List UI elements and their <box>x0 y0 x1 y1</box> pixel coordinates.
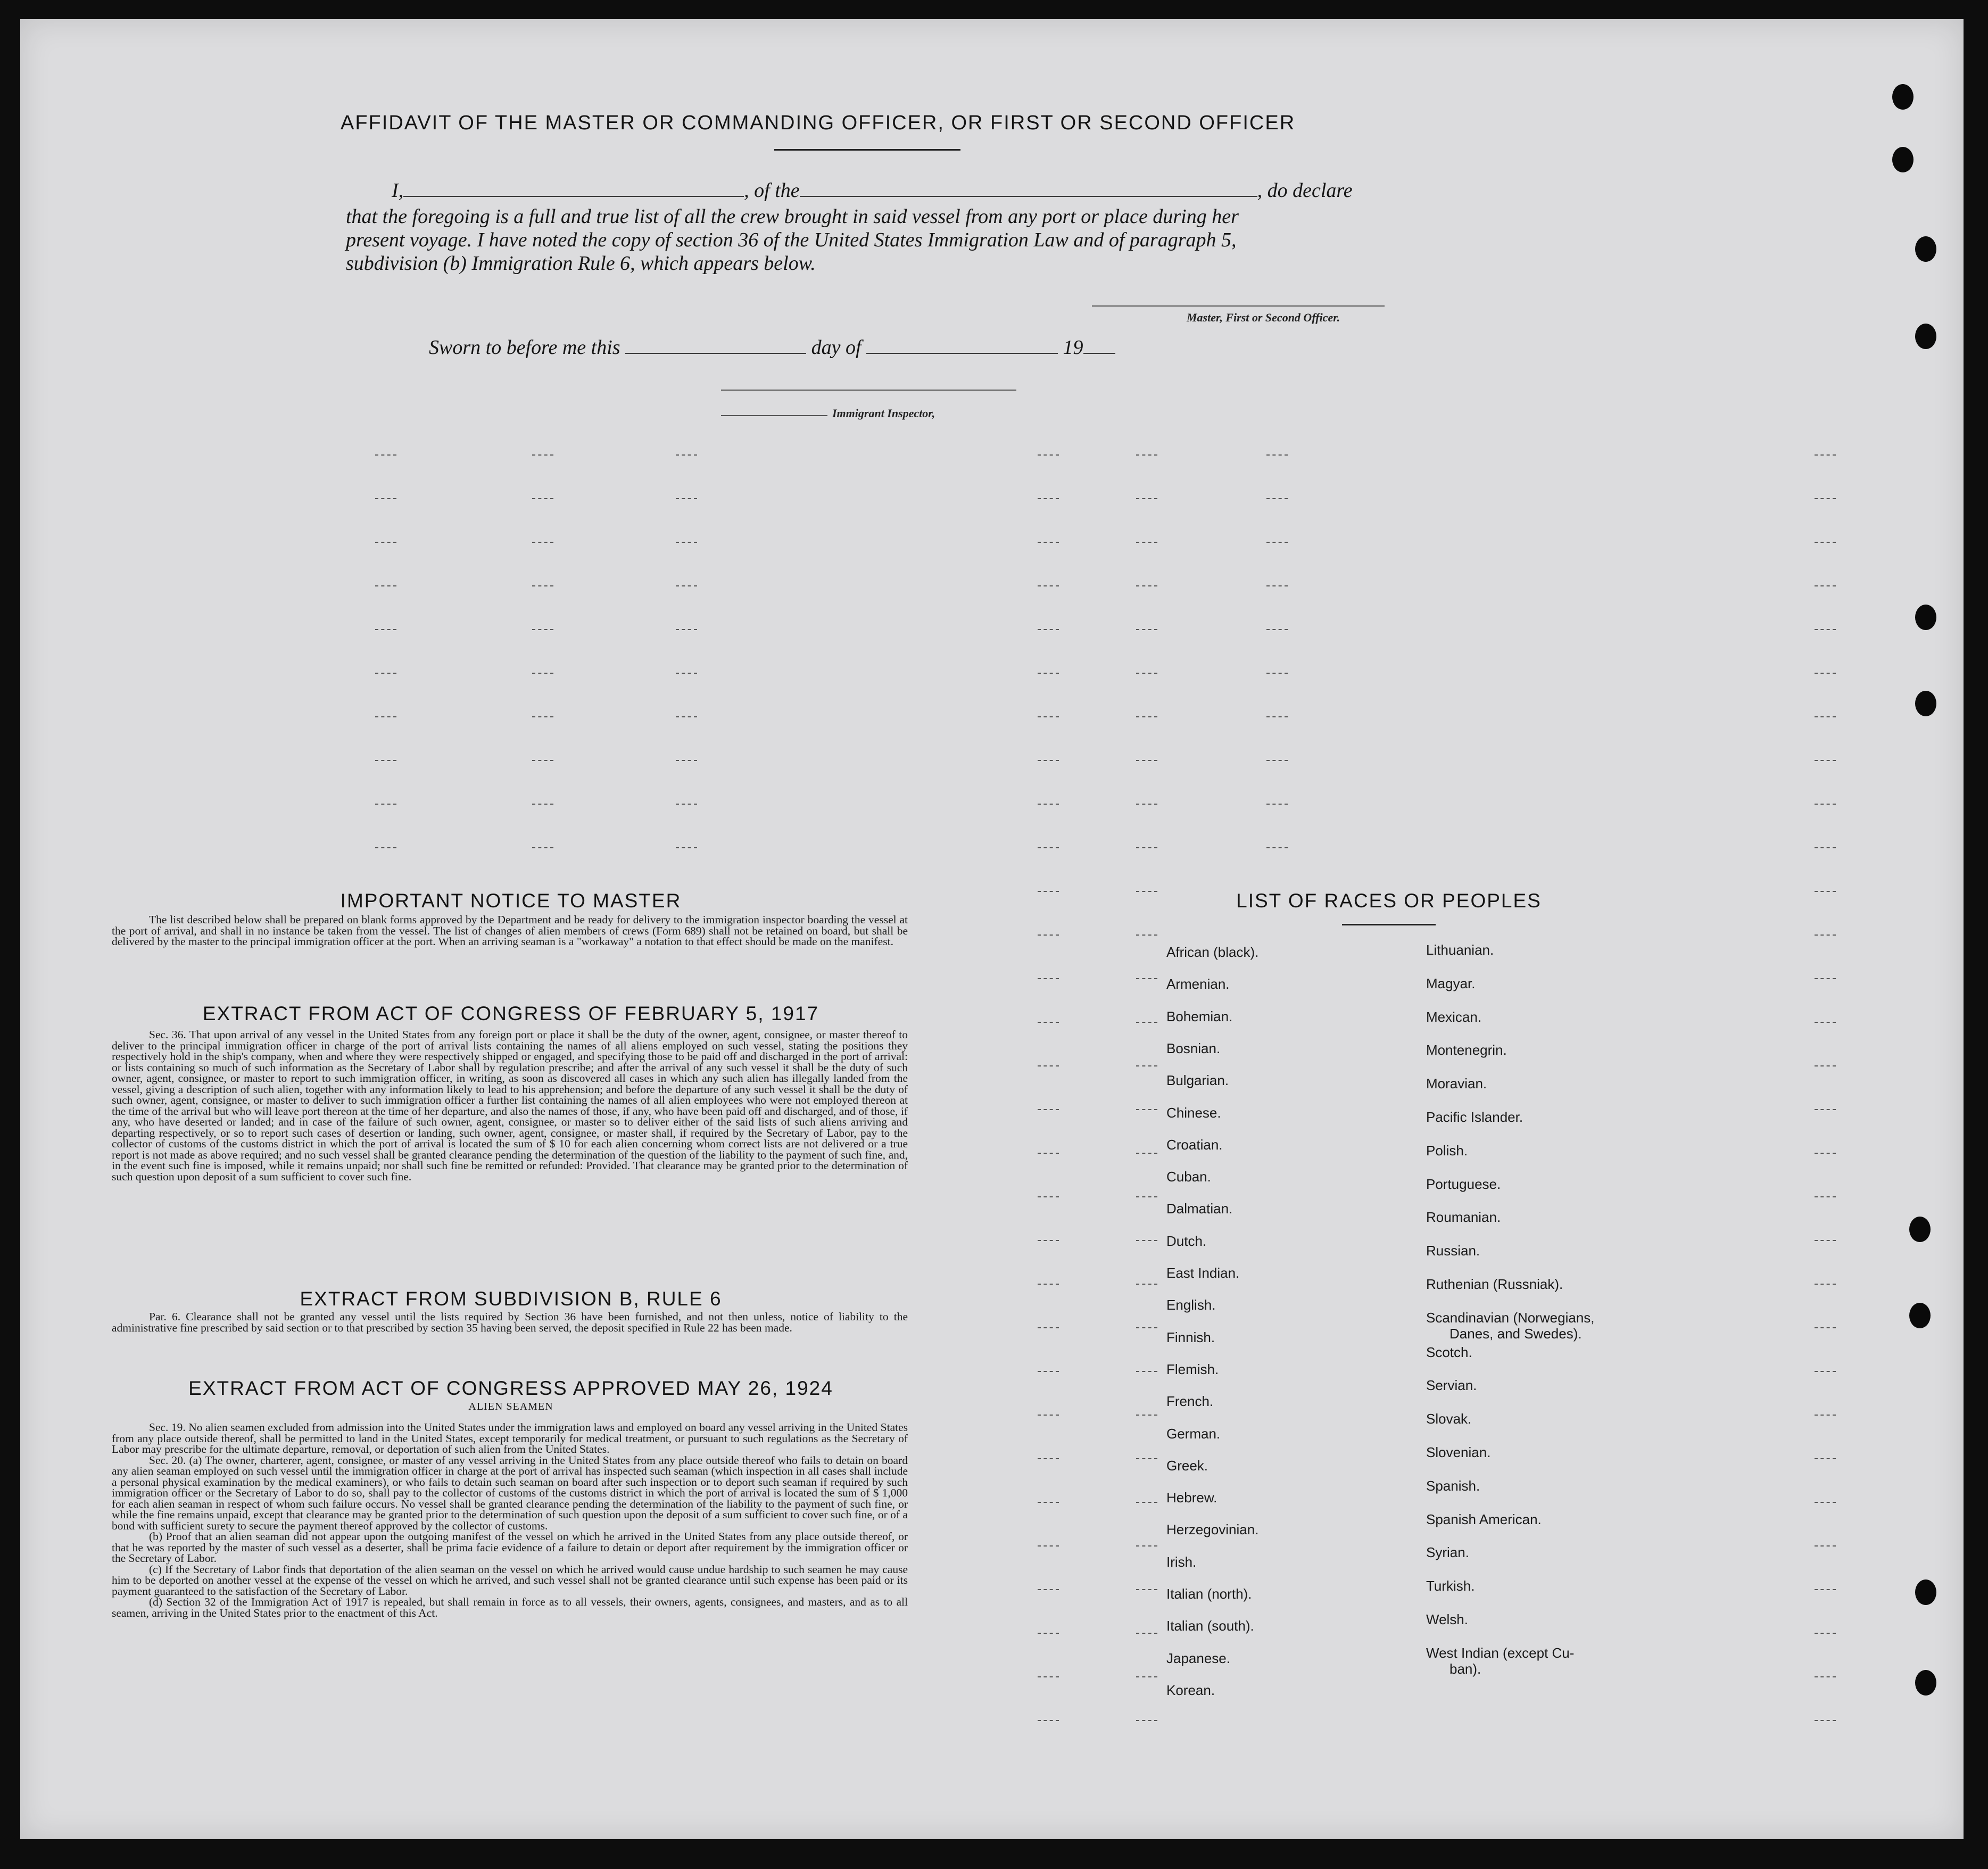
declaration-do-declare: , do declare <box>1257 179 1353 202</box>
race-item: German. <box>1166 1425 1221 1442</box>
dash-mark <box>1136 1022 1157 1024</box>
dash-mark <box>1815 1109 1836 1111</box>
dash-mark <box>1815 1545 1836 1548</box>
month-blank[interactable] <box>866 337 1058 354</box>
dash-mark <box>532 454 553 457</box>
dash-mark <box>1815 1415 1836 1417</box>
dash-mark <box>375 716 396 718</box>
race-item: Dalmatian. <box>1166 1201 1233 1217</box>
dash-mark <box>676 629 697 631</box>
dash-mark <box>375 847 396 849</box>
dash-mark <box>1136 1589 1157 1591</box>
declaration-line-3: present voyage. I have noted the copy of section 36 of the United States Immigration Law and of paragraph 5, <box>346 229 1237 251</box>
race-item: Korean. <box>1166 1682 1215 1698</box>
dash-mark <box>1136 1327 1157 1329</box>
race-item: Cuban. <box>1166 1169 1211 1185</box>
dash-mark <box>532 498 553 500</box>
dash-mark <box>1815 934 1836 937</box>
races-right-column <box>1426 942 1671 1714</box>
race-item: Hebrew. <box>1166 1490 1217 1506</box>
dash-mark <box>676 804 697 806</box>
dash-mark <box>375 454 396 457</box>
dash-mark <box>1815 804 1836 806</box>
dash-mark <box>1038 1676 1059 1678</box>
dash-mark <box>1038 1458 1059 1460</box>
race-item: English. <box>1166 1297 1216 1313</box>
binder-hole <box>1892 147 1914 172</box>
dash-mark <box>1038 1065 1059 1068</box>
dash-mark <box>1136 498 1157 500</box>
dash-mark <box>1038 716 1059 718</box>
dash-mark <box>532 542 553 544</box>
dash-mark <box>1038 454 1059 457</box>
dash-mark <box>1815 1153 1836 1155</box>
affidavit-title: AFFIDAVIT OF THE MASTER OR COMMANDING OFFICER, OR FIRST OR SECOND OFFICER <box>341 112 1296 134</box>
dash-mark <box>1038 1240 1059 1242</box>
dash-mark <box>1266 847 1288 849</box>
notice-text: The list described below shall be prepared on blank forms approved by the Department and be ready for delivery to the immigration inspector boarding the vessel at the port of arrival, and shall in no instance be taken from the vessel. The list of changes of alien members of crews (Form 689) shall not be retained on board, but shall be delivered by the master to the principal immigration officer at the port. When an arriving seaman is a "workaway" a notation to that effect should be made on the manifest. <box>112 913 908 948</box>
dash-mark <box>532 673 553 675</box>
race-item: Spanish. <box>1426 1477 1480 1494</box>
dash-mark <box>1815 760 1836 762</box>
dash-mark <box>1136 1153 1157 1155</box>
sec-19-paragraph: Sec. 19. No alien seamen excluded from admission into the United States under the immigration laws and employed on board any vessel arriving in the United States from any place outside thereof, shall be permitted to land in the United States, except temporarily for medical treatment, or pursuant to such regulations as the Secretary of Labor may prescribe for the ultimate departure, removal, or deportation of such alien from the United States. <box>112 1421 908 1455</box>
dash-mark <box>676 760 697 762</box>
race-item: Servian. <box>1426 1377 1477 1394</box>
races-left-column <box>1166 944 1390 1710</box>
dash-mark <box>1815 1240 1836 1242</box>
dash-mark <box>1815 1022 1836 1024</box>
dash-mark <box>1038 1109 1059 1111</box>
dash-mark <box>1038 1720 1059 1722</box>
signature-label: Master, First or Second Officer. <box>1187 311 1340 324</box>
binder-hole <box>1909 1217 1931 1242</box>
race-item: Armenian. <box>1166 976 1230 993</box>
dash-mark <box>1038 1502 1059 1504</box>
dash-mark <box>1038 934 1059 937</box>
extract-1924-title: EXTRACT FROM ACT OF CONGRESS APPROVED MAY 26, 1924 <box>188 1377 833 1399</box>
dash-mark <box>1136 1545 1157 1548</box>
declaration-line-4: subdivision (b) Immigration Rule 6, which appears below. <box>346 252 816 275</box>
dash-mark <box>375 629 396 631</box>
dash-mark <box>1136 1502 1157 1504</box>
dash-mark <box>1815 716 1836 718</box>
races-title: LIST OF RACES OR PEOPLES <box>1236 890 1542 912</box>
vessel-blank[interactable] <box>800 180 1257 197</box>
declaration-of-the: , of the <box>744 179 800 202</box>
sec-20a-paragraph: Sec. 20. (a) The owner, charterer, agent, consignee, or master of any vessel arriving in the United States from any place outside thereof who fails to detain on board any alien seaman employed on such vessel until the immigration officer in charge at the port of arrival has inspected such seaman (which inspection in all cases shall include a personal physical examination by the medical examiners), or who fails to detain such seaman on board after such inspection or to deport such seaman if required by such immigration officer or the Secretary of Labor to do so, shall pay to the collector of customs of the customs district in which the port of arrival is located the sum of $ 1,000 for each alien seaman in respect of whom such failure occurs. No vessel shall be granted clearance pending the determination of the liability to the payment of such fine, or while the fine remains unpaid, except that clearance may be granted prior to the determination of such question upon the deposit of a sum sufficient to cover such fine, or of a bond with sufficient surety to secure the payment thereof approved by the collector of customs. <box>112 1453 908 1532</box>
dash-mark <box>375 804 396 806</box>
dash-mark <box>1815 629 1836 631</box>
declaration-i: I, <box>392 179 404 202</box>
dash-mark <box>375 498 396 500</box>
race-item: Scotch. <box>1426 1344 1472 1360</box>
dash-mark <box>532 629 553 631</box>
dash-mark <box>1038 542 1059 544</box>
dash-mark <box>1038 1196 1059 1198</box>
dash-mark <box>1038 891 1059 893</box>
dash-mark <box>1136 585 1157 588</box>
dash-mark <box>676 716 697 718</box>
dash-mark <box>1266 673 1288 675</box>
dash-mark <box>532 847 553 849</box>
dash-mark <box>1266 804 1288 806</box>
dash-mark <box>1815 1458 1836 1460</box>
dash-mark <box>375 760 396 762</box>
dash-mark <box>1038 1022 1059 1024</box>
race-item: Ruthenian (Russniak). <box>1426 1276 1563 1292</box>
dash-mark <box>1136 716 1157 718</box>
dash-mark <box>532 716 553 718</box>
race-item: Scandinavian (Norwegians, Danes, and Swedes). <box>1426 1309 1595 1342</box>
dash-mark <box>676 673 697 675</box>
dash-mark <box>1136 1065 1157 1068</box>
dash-mark <box>1815 1676 1836 1678</box>
dash-mark <box>1136 1633 1157 1635</box>
dash-mark <box>676 498 697 500</box>
day-of-text: day of <box>811 336 862 359</box>
race-item: Montenegrin. <box>1426 1042 1507 1058</box>
sec-20c-paragraph: (c) If the Secretary of Labor finds that deportation of the alien seaman on the vessel on which he arrived would cause undue hardship to such seamen he may cause him to be deported on another vessel at the expense of the vessel on which he arrived, and such vessel shall not be granted clearance until such expense has been paid or its payment guaranteed to the satisfaction of the Secretary of Labor. <box>112 1562 908 1598</box>
dash-mark <box>1815 1327 1836 1329</box>
dash-mark <box>1038 1589 1059 1591</box>
dash-mark <box>1266 454 1288 457</box>
dash-mark <box>1266 629 1288 631</box>
dash-mark <box>676 585 697 588</box>
dash-mark <box>1136 891 1157 893</box>
dash-mark <box>375 585 396 588</box>
sec-20d-paragraph: (d) Section 32 of the Immigration Act of 1917 is repealed, but shall remain in force as to all vessels, their owners, agents, consignees, and masters, and as to all seamen, arriving in the United States prior to the enactment of this Act. <box>112 1595 908 1619</box>
dash-mark <box>1815 847 1836 849</box>
dash-mark <box>1038 1371 1059 1373</box>
dash-mark <box>1136 542 1157 544</box>
declaration-line-2: that the foregoing is a full and true list of all the crew brought in said vessel from any port or place during her <box>346 205 1239 228</box>
dash-mark <box>375 542 396 544</box>
year-blank[interactable] <box>1083 337 1115 354</box>
sec-20b-paragraph: (b) Proof that an alien seaman did not appear upon the outgoing manifest of the vessel on which he arrived in the United States from any place outside thereof, or that he was reported by the master of such vessel as a deserter, shall be prima facie evidence of a failure to detain or deport after requirement by the immigration officer or the Secretary of Labor. <box>112 1530 908 1565</box>
extract-1924-subtitle: ALIEN SEAMEN <box>468 1401 553 1412</box>
binder-hole <box>1915 691 1936 716</box>
dash-mark <box>1815 542 1836 544</box>
dash-mark <box>532 585 553 588</box>
dash-mark <box>1136 1415 1157 1417</box>
dash-mark <box>1815 1284 1836 1286</box>
dash-mark <box>1038 498 1059 500</box>
dash-mark <box>1038 1415 1059 1417</box>
dash-mark <box>1136 804 1157 806</box>
race-item: Moravian. <box>1426 1076 1487 1092</box>
dash-mark <box>532 760 553 762</box>
binder-hole <box>1915 1579 1936 1605</box>
year-prefix: 19 <box>1063 336 1083 359</box>
race-item: Italian (south). <box>1166 1618 1254 1634</box>
title-underline <box>774 149 960 151</box>
sworn-line <box>429 335 1115 360</box>
dash-mark <box>1136 1240 1157 1242</box>
dash-mark <box>1136 760 1157 762</box>
race-item: Bohemian. <box>1166 1008 1233 1024</box>
race-item: Japanese. <box>1166 1650 1230 1666</box>
race-item: Dutch. <box>1166 1233 1207 1249</box>
race-item: Croatian. <box>1166 1136 1223 1153</box>
dash-mark <box>1038 760 1059 762</box>
dash-mark <box>1038 1153 1059 1155</box>
dash-mark <box>1136 1371 1157 1373</box>
name-blank[interactable] <box>403 180 744 197</box>
race-item: Italian (north). <box>1166 1586 1252 1602</box>
binder-hole <box>1915 605 1936 630</box>
dash-mark <box>676 847 697 849</box>
race-item: Greek. <box>1166 1457 1208 1474</box>
dash-mark <box>1266 585 1288 588</box>
race-item: Irish. <box>1166 1553 1197 1570</box>
dash-mark <box>1038 1327 1059 1329</box>
dash-mark <box>1815 1720 1836 1722</box>
dash-mark <box>1815 891 1836 893</box>
signature-line[interactable] <box>1092 305 1385 307</box>
dash-mark <box>1038 978 1059 980</box>
race-item: Syrian. <box>1426 1544 1469 1561</box>
dash-mark <box>1136 454 1157 457</box>
dash-mark <box>1038 1633 1059 1635</box>
dash-mark <box>1815 673 1836 675</box>
dash-mark <box>1815 498 1836 500</box>
race-item: Pacific Islander. <box>1426 1109 1523 1125</box>
race-item: Spanish American. <box>1426 1511 1542 1527</box>
race-item: Mexican. <box>1426 1008 1482 1025</box>
binder-hole <box>1915 236 1936 262</box>
race-item: Magyar. <box>1426 975 1476 991</box>
binder-hole <box>1909 1303 1931 1328</box>
race-item: African (black). <box>1166 944 1259 960</box>
race-item: Herzegovinian. <box>1166 1521 1259 1538</box>
extract-1917-title: EXTRACT FROM ACT OF CONGRESS OF FEBRUARY 5, 1917 <box>202 1003 819 1024</box>
dash-mark <box>1815 1371 1836 1373</box>
dash-mark <box>676 454 697 457</box>
dash-mark <box>1136 673 1157 675</box>
race-item: Welsh. <box>1426 1611 1468 1627</box>
dash-mark <box>1038 585 1059 588</box>
race-item: East Indian. <box>1166 1265 1240 1281</box>
race-item: Finnish. <box>1166 1329 1215 1345</box>
race-item: Chinese. <box>1166 1104 1221 1121</box>
dash-mark <box>1266 716 1288 718</box>
declaration-line-1 <box>392 178 1353 203</box>
dash-mark <box>1136 847 1157 849</box>
dash-mark <box>1038 804 1059 806</box>
binder-hole <box>1892 84 1914 110</box>
dash-mark <box>1815 454 1836 457</box>
extract-1924-text <box>112 1422 908 1618</box>
sworn-text: Sworn to before me this <box>429 336 620 359</box>
inspector-signature-line-2[interactable] <box>721 415 827 416</box>
notice-title: IMPORTANT NOTICE TO MASTER <box>340 890 682 912</box>
dash-mark <box>1136 1458 1157 1460</box>
race-item: Turkish. <box>1426 1578 1475 1594</box>
inspector-signature-line[interactable] <box>721 390 1016 391</box>
dash-mark <box>1815 1065 1836 1068</box>
dash-mark <box>1038 1284 1059 1286</box>
dash-mark <box>1038 847 1059 849</box>
dash-mark <box>1266 498 1288 500</box>
dash-mark <box>1136 1284 1157 1286</box>
dash-mark <box>1815 585 1836 588</box>
extract-rule6-title: EXTRACT FROM SUBDIVISION B, RULE 6 <box>300 1288 722 1310</box>
dash-mark <box>1136 978 1157 980</box>
race-item: Slovenian. <box>1426 1444 1491 1460</box>
dash-mark <box>1136 934 1157 937</box>
race-item: Roumanian. <box>1426 1209 1501 1226</box>
dash-mark <box>1815 1589 1836 1591</box>
race-item: Flemish. <box>1166 1361 1219 1377</box>
race-item: Polish. <box>1426 1142 1468 1159</box>
race-item: Portuguese. <box>1426 1176 1501 1192</box>
dash-mark <box>1815 978 1836 980</box>
race-item: French. <box>1166 1393 1214 1410</box>
dash-mark <box>532 804 553 806</box>
dash-mark <box>1136 1109 1157 1111</box>
dash-mark <box>1136 1720 1157 1722</box>
race-item: Slovak. <box>1426 1411 1472 1427</box>
dash-mark <box>1038 673 1059 675</box>
dash-mark <box>1815 1633 1836 1635</box>
dash-mark <box>1038 629 1059 631</box>
race-item: West Indian (except Cu- ban). <box>1426 1644 1575 1677</box>
binder-hole <box>1915 324 1936 349</box>
dash-mark <box>1136 1676 1157 1678</box>
extract-rule6-text: Par. 6. Clearance shall not be granted any vessel until the lists required by Section 36 have been furnished, and not then unless, notice of liability to the administrative fine prescribed by said section or to that prescribed by section 35 having been served, the deposit specified in Rule 22 has been made. <box>112 1310 908 1334</box>
dash-mark <box>1136 629 1157 631</box>
inspector-label: Immigrant Inspector, <box>832 407 935 420</box>
dash-mark <box>375 673 396 675</box>
race-item: Russian. <box>1426 1243 1480 1259</box>
day-blank[interactable] <box>625 337 806 354</box>
races-title-underline <box>1342 924 1436 925</box>
dash-mark <box>1815 1502 1836 1504</box>
dash-mark <box>1815 1196 1836 1198</box>
dash-mark <box>1136 1196 1157 1198</box>
race-item: Lithuanian. <box>1426 942 1494 958</box>
race-item: Bulgarian. <box>1166 1072 1229 1089</box>
dash-mark <box>1266 542 1288 544</box>
extract-1917-text: Sec. 36. That upon arrival of any vessel in the United States from any foreign port or place it shall be the duty of the owner, agent, consignee, or master thereof to deliver to the principal immigration officer in charge of the port of arrival lists containing the names of all aliens employed on such vessel, stating the positions they respectively hold in the ship's company, when and where they were respectively shipped or engaged, and specifying those to be paid off and discharged in the port of arrival: or lists containing so much of such information as the Secretary of Labor shall by regulation prescribe; and after the arrival of any such vessel it shall be the duty of such owner, agent, consignee, or master to report to such immigration officer, in writing, as soon as discovered all cases in which any such alien has illegally landed from the vessel, giving a description of such alien, together with any information likely to lead to his apprehension; and before the departure of any such vessel it shall be the duty of such owner, agent, consignee, or master to deliver to such immigration officer a further list containing the names of all alien employees who were not employed thereon at the time of the arrival but who will leave port thereon at the time of her departure, and also the names of those, if any, who have been paid off and discharged, and of those, if any, who have deserted or landed; and in case of the failure of such owner, agent, consignee, or master so to deliver either of the said lists of such aliens arriving and departing respectively, or so to report such cases of desertion or landing, such owner, agent, consignee, or master shall, if required by the Secretary of Labor, pay to the collector of customs of the customs district in which the port of arrival is located the sum of $ 10 for each alien concerning whom correct lists are not delivered or a true report is not made as above required; and no such vessel shall be granted clearance pending the determination of the question of the liability to the payment of such fine, and, in the event such fine is imposed, while it remains unpaid; nor shall such fine be remitted or refunded: Provided. That clearance may be granted prior to the determination of such question upon deposit of a sum sufficient to cover such fine. <box>112 1028 908 1183</box>
dash-mark <box>1266 760 1288 762</box>
dash-mark <box>1038 1545 1059 1548</box>
dash-mark <box>676 542 697 544</box>
binder-hole <box>1915 1670 1936 1696</box>
race-item: Bosnian. <box>1166 1040 1221 1056</box>
